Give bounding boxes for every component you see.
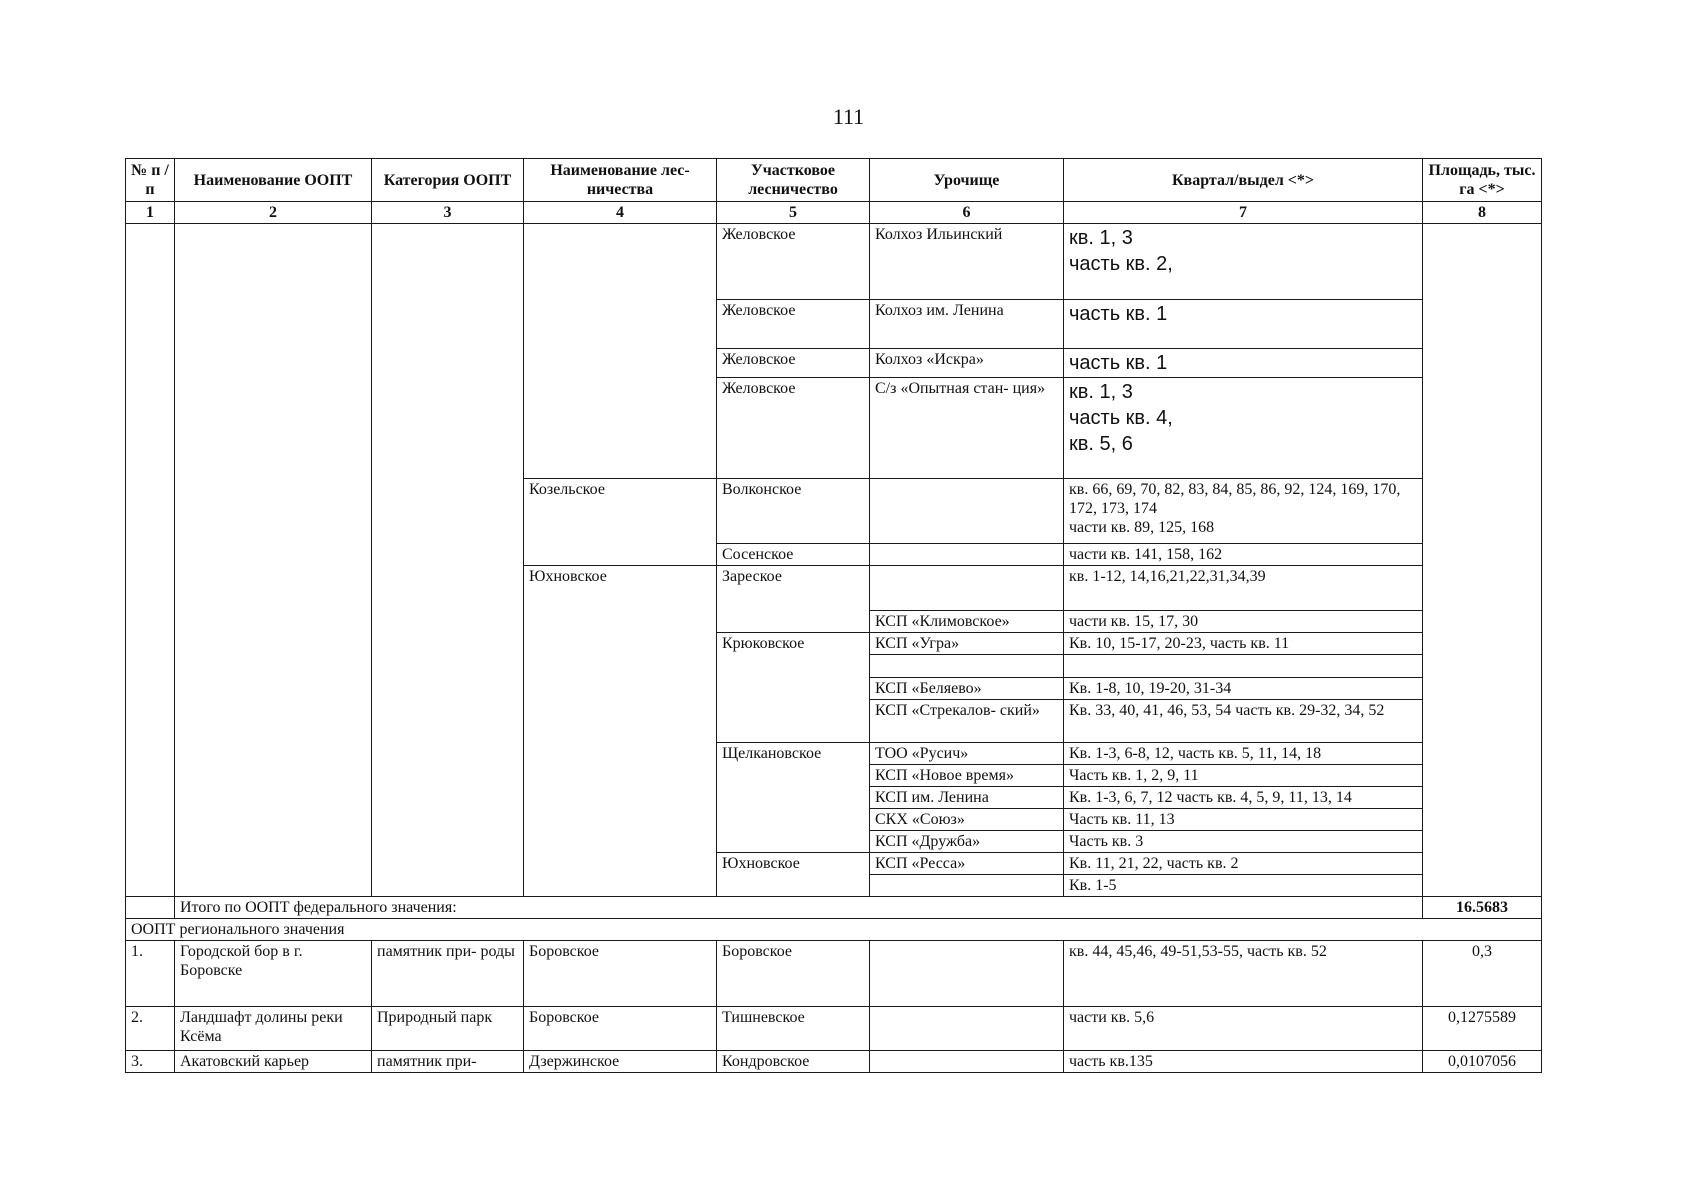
cell-tract: СКХ «Союз»: [870, 809, 1064, 831]
cell-tract: Колхоз «Искра»: [870, 349, 1064, 378]
cell-district: Щелкановское: [717, 743, 870, 853]
cell-tract: [870, 1051, 1064, 1073]
section-header-row: [126, 919, 1542, 941]
cell-district: Сосенское: [717, 544, 870, 566]
cell-forestry: Дзержинское: [524, 1051, 717, 1073]
cell-category: Природный парк: [372, 1007, 524, 1051]
cell-district: Желовское: [717, 300, 870, 349]
cell-tract: С/з «Опытная стан- ция»: [870, 378, 1064, 479]
cell-tract: КСП «Климовское»: [870, 611, 1064, 633]
cell-tract: [870, 479, 1064, 544]
cell-tract: КСП «Беляево»: [870, 678, 1064, 700]
cell-num: 2.: [126, 1007, 175, 1051]
cell-tract: Колхоз Ильинский: [870, 224, 1064, 300]
cell-quarters: Кв. 33, 40, 41, 46, 53, 54 часть кв. 29-32, 34, 52: [1064, 700, 1423, 743]
cell-num-merged: [126, 224, 175, 897]
cell-district: Крюковское: [717, 633, 870, 743]
header-tract: Урочище: [870, 159, 1064, 202]
col-number: 5: [717, 202, 870, 224]
cell-num: 1.: [126, 941, 175, 1007]
cell-tract: ТОО «Русич»: [870, 743, 1064, 765]
total-row: [126, 897, 1542, 919]
cell-quarters: Кв. 1-3, 6-8, 12, часть кв. 5, 11, 14, 18: [1064, 743, 1423, 765]
cell-quarters: часть кв. 1: [1064, 300, 1423, 349]
cell-name: Акатовский карьер: [175, 1051, 372, 1073]
cell-district: Волконское: [717, 479, 870, 544]
cell-forestry: Юхновское: [524, 566, 717, 897]
quarters-line: кв. 5, 6: [1069, 433, 1133, 455]
col-number: 8: [1423, 202, 1542, 224]
quarters-line: часть кв. 2,: [1069, 253, 1173, 275]
cell-quarters: Часть кв. 11, 13: [1064, 809, 1423, 831]
header-quarters: Квартал/выдел <*>: [1064, 159, 1423, 202]
cell-name: Ландшафт долины реки Ксёма: [175, 1007, 372, 1051]
cell-area: 0,3: [1423, 941, 1542, 1007]
header-name: Наименование ООПТ: [175, 159, 372, 202]
cell-num: 3.: [126, 1051, 175, 1073]
cell-quarters: части кв. 5,6: [1064, 1007, 1423, 1051]
cell-tract: Колхоз им. Ленина: [870, 300, 1064, 349]
cell-forestry: Козельское: [524, 479, 717, 566]
cell-category: памятник при-: [372, 1051, 524, 1073]
col-number: 3: [372, 202, 524, 224]
cell-quarters: часть кв. 1: [1064, 349, 1423, 378]
quarters-line: кв. 1, 3: [1069, 227, 1133, 249]
cell-forestry: Боровское: [524, 1007, 717, 1051]
cell-district: Боровское: [717, 941, 870, 1007]
cell-tract: КСП им. Ленина: [870, 787, 1064, 809]
cell-quarters: части кв. 15, 17, 30: [1064, 611, 1423, 633]
cell-tract: [870, 875, 1064, 897]
cell-tract: КСП «Ресса»: [870, 853, 1064, 875]
cell-quarters: часть кв.135: [1064, 1051, 1423, 1073]
cell-tract: КСП «Новое время»: [870, 765, 1064, 787]
cell-quarters: Часть кв. 3: [1064, 831, 1423, 853]
cell-forestry-merged: [524, 224, 717, 479]
table-row: [126, 224, 1542, 300]
cell-category: памятник при- роды: [372, 941, 524, 1007]
cell-name: Городской бор в г. Боровске: [175, 941, 372, 1007]
cell-quarters: [1064, 479, 1423, 544]
header-area: Площадь, тыс. га <*>: [1423, 159, 1542, 202]
col-number: 2: [175, 202, 372, 224]
cell-tract: КСП «Стрекалов- ский»: [870, 700, 1064, 743]
cell-quarters: [1064, 655, 1423, 678]
cell-district: Кондровское: [717, 1051, 870, 1073]
cell-district: Желовское: [717, 224, 870, 300]
col-number: 7: [1064, 202, 1423, 224]
quarters-line: кв. 66, 69, 70, 82, 83, 84, 85, 86, 92, 124, 169, 170, 172, 173, 174: [1069, 481, 1401, 517]
cell-quarters: Кв. 1-8, 10, 19-20, 31-34: [1064, 678, 1423, 700]
regional-section-title: ООПТ регионального значения: [126, 919, 1542, 941]
table-row: [126, 941, 1542, 1007]
cell-tract: [870, 655, 1064, 678]
cell-district: Желовское: [717, 349, 870, 378]
col-number: 4: [524, 202, 717, 224]
header-row: [126, 159, 1542, 202]
cell-quarters: Кв. 1-3, 6, 7, 12 часть кв. 4, 5, 9, 11, 13, 14: [1064, 787, 1423, 809]
table-row: [126, 1007, 1542, 1051]
cell-quarters: [1064, 378, 1423, 479]
quarters-line: часть кв. 4,: [1069, 407, 1173, 429]
protected-areas-table: [125, 158, 1542, 1073]
cell-tract: [870, 566, 1064, 611]
cell-district: Тишневское: [717, 1007, 870, 1051]
cell-district: Желовское: [717, 378, 870, 479]
cell-quarters: Кв. 10, 15-17, 20-23, часть кв. 11: [1064, 633, 1423, 655]
cell-area-merged: [1423, 224, 1542, 897]
col-number: 1: [126, 202, 175, 224]
cell-forestry: Боровское: [524, 941, 717, 1007]
page-number: 111: [832, 104, 865, 129]
cell-tract: [870, 1007, 1064, 1051]
header-forestry: Наименование лес- ничества: [524, 159, 717, 202]
cell-quarters: кв. 44, 45,46, 49-51,53-55, часть кв. 52: [1064, 941, 1423, 1007]
quarters-line: части кв. 89, 125, 168: [1069, 519, 1215, 536]
cell-tract: [870, 544, 1064, 566]
cell-district: Зареское: [717, 566, 870, 633]
cell-quarters: Кв. 11, 21, 22, часть кв. 2: [1064, 853, 1423, 875]
cell-name-merged: [175, 224, 372, 897]
header-num: № п /п: [126, 159, 175, 202]
cell-empty: [126, 897, 175, 919]
total-value: 16.5683: [1423, 897, 1542, 919]
header-district: Участковое лесничество: [717, 159, 870, 202]
quarters-line: кв. 1, 3: [1069, 381, 1133, 403]
cell-area: 0,0107056: [1423, 1051, 1542, 1073]
cell-quarters: Часть кв. 1, 2, 9, 11: [1064, 765, 1423, 787]
cell-tract: КСП «Дружба»: [870, 831, 1064, 853]
cell-quarters: Кв. 1-5: [1064, 875, 1423, 897]
col-number: 6: [870, 202, 1064, 224]
cell-quarters: кв. 1-12, 14,16,21,22,31,34,39: [1064, 566, 1423, 611]
total-label: Итого по ООПТ федерального значения:: [175, 897, 1423, 919]
column-numbers-row: [126, 202, 1542, 224]
table-row: [126, 1051, 1542, 1073]
cell-area: 0,1275589: [1423, 1007, 1542, 1051]
header-category: Категория ООПТ: [372, 159, 524, 202]
cell-district: Юхновское: [717, 853, 870, 897]
cell-category-merged: [372, 224, 524, 897]
cell-tract: КСП «Угра»: [870, 633, 1064, 655]
cell-quarters: части кв. 141, 158, 162: [1064, 544, 1423, 566]
cell-quarters: [1064, 224, 1423, 300]
cell-tract: [870, 941, 1064, 1007]
